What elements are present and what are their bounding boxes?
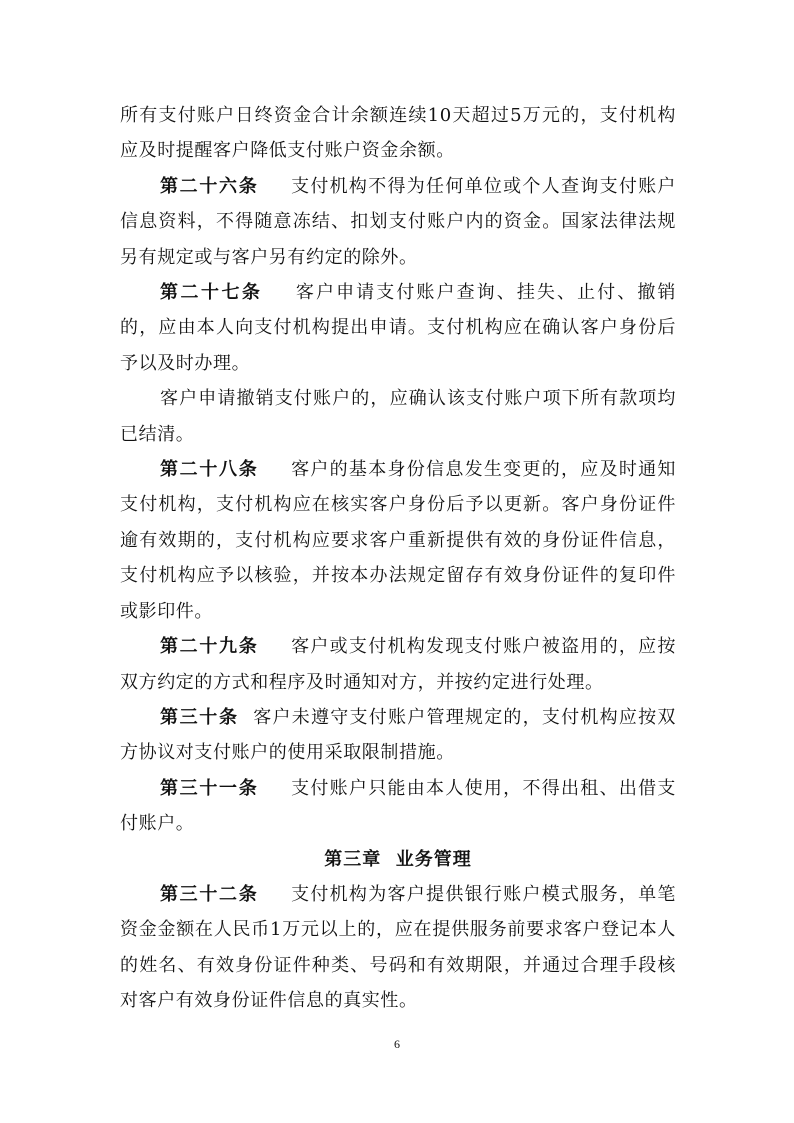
article-28 <box>120 452 676 629</box>
article-26 <box>120 169 676 275</box>
article-29 <box>120 629 676 700</box>
paragraph-text: 客户的基本身份信息发生变更的，应及时通知支付机构，支付机构应在核实客户身份后予以更新。客户身份证件逾有效期的，支付机构应要求客户重新提供有效的身份证件信息，支付机构应予以核验，并按本办法规定留存有效身份证件的复印件或影印件。 <box>120 459 677 622</box>
page-number: 6 <box>394 1037 400 1051</box>
paragraph-text: 客户申请支付账户查询、挂失、止付、撤销的，应由本人向支付机构提出申请。支付机构应在确认客户身份后予以及时办理。 <box>120 282 676 374</box>
paragraph-text: 客户未遵守支付账户管理规定的，支付机构应按双方协议对支付账户的使用采取限制措施。 <box>120 706 677 764</box>
article-number: 第三十二条 <box>160 883 259 905</box>
article-number: 第三十一条 <box>160 777 259 799</box>
article-31 <box>120 771 676 842</box>
article-30 <box>120 700 676 771</box>
document-body <box>120 98 676 1019</box>
article-number: 第二十八条 <box>160 459 259 481</box>
article-number: 第二十九条 <box>160 636 259 658</box>
paragraph-continued <box>120 98 676 169</box>
article-32 <box>120 877 676 1019</box>
paragraph-text: 客户申请撤销支付账户的，应确认该支付账户项下所有款项均已结清。 <box>120 388 676 445</box>
paragraph-text: 客户或支付机构发现支付账户被盗用的，应按双方约定的方式和程序及时通知对方，并按约定进行处理。 <box>120 636 677 693</box>
paragraph-text: 支付机构不得为任何单位或个人查询支付账户信息资料，不得随意冻结、扣划支付账户内的资金。国家法律法规另有规定或与客户另有约定的除外。 <box>120 175 677 268</box>
article-number: 第三十条 <box>160 706 239 728</box>
paragraph-text: 所有支付账户日终资金合计余额连续10天超过5万元的，支付机构应及时提醒客户降低支付账户资金余额。 <box>120 105 676 162</box>
paragraph-text: 支付机构为客户提供银行账户模式服务，单笔资金金额在人民币1万元以上的，应在提供服务前要求客户登记本人的姓名、有效身份证件种类、号码和有效期限，并通过合理手段核对客户有效身份证件信息的真实性。 <box>120 883 677 1012</box>
paragraph-text: 支付账户只能由本人使用，不得出租、出借支付账户。 <box>120 777 677 835</box>
article-number: 第二十六条 <box>160 175 259 197</box>
article-number: 第二十七条 <box>160 282 263 304</box>
article-27-paragraph-2 <box>120 381 676 452</box>
article-27 <box>120 275 676 381</box>
chapter-title: 第三章 业务管理 <box>324 848 472 870</box>
